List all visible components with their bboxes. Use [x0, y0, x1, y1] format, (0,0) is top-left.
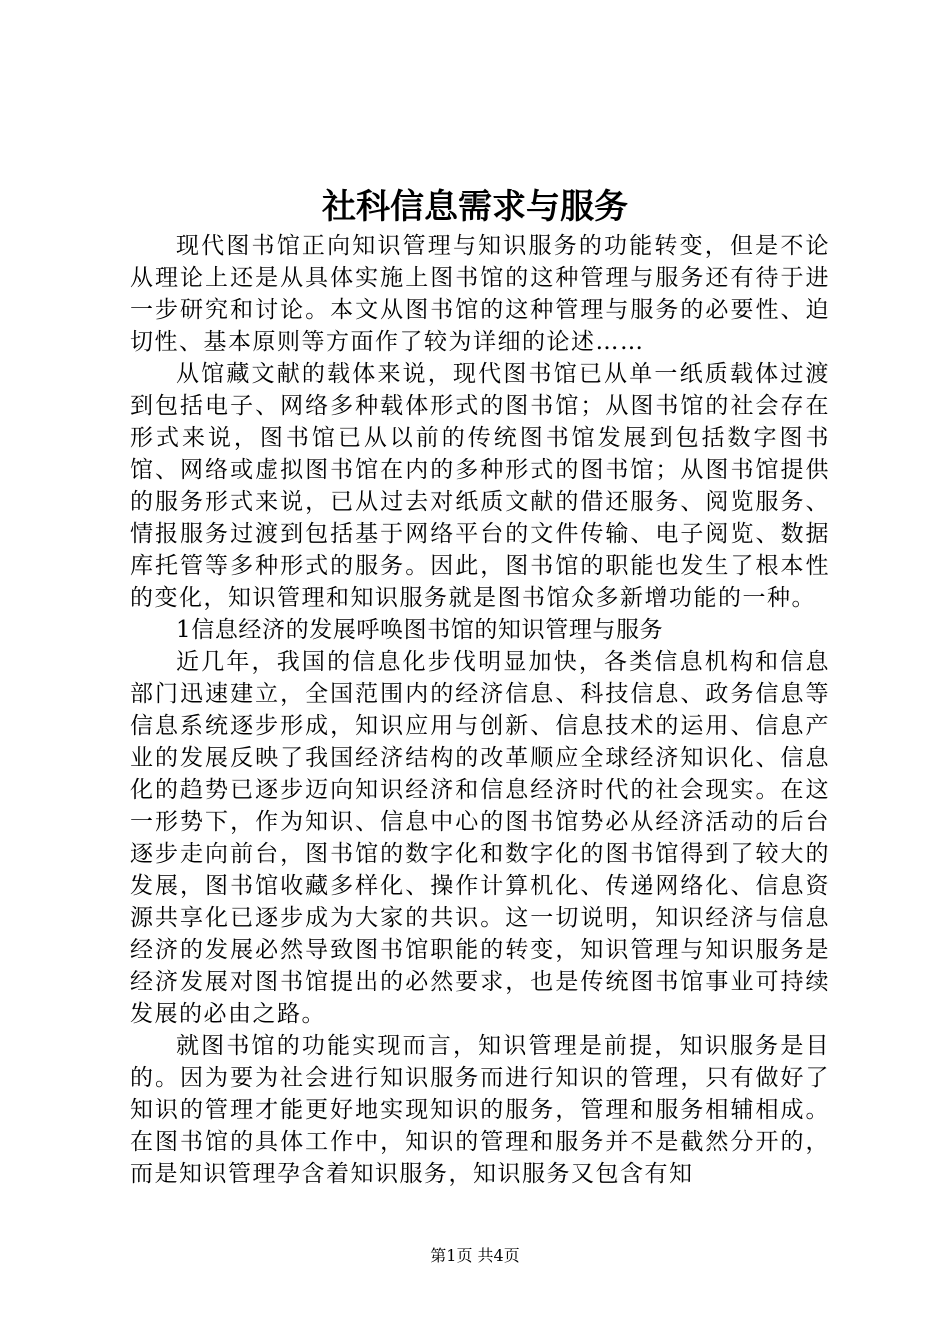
section-heading: 1信息经济的发展呼唤图书馆的知识管理与服务 [176, 617, 664, 643]
document-title: 社科信息需求与服务 [322, 187, 628, 227]
paragraph-section-2: 就图书馆的功能实现而言，知识管理是前提，知识服务是目的。因为要为社会进行知识服务而进行知识的管理，只有做好了知识的管理才能更好地实现知识的服务，管理和服务相辅相成。在图书馆的具体工作中，知识的管理和服务并不是截然分开的，而是知识管理孕含着知识服务，知识服务又包含有知 [130, 1033, 830, 1187]
paragraph-abstract: 现代图书馆正向知识管理与知识服务的功能转变，但是不论从理论上还是从具体实施上图书馆的这种管理与服务还有待于进一步研究和讨论。本文从图书馆的这种管理与服务的必要性、迫切性、基本原则等方面作了较为详细的论述…… [130, 233, 830, 355]
page-footer: 第1页 共4页 [430, 1246, 520, 1265]
paragraph-intro: 从馆藏文献的载体来说，现代图书馆已从单一纸质载体过渡到包括电子、网络多种载体形式的图书馆；从图书馆的社会存在形式来说，图书馆已从以前的传统图书馆发展到包括数字图书馆、网络或虚拟图书馆在内的多种形式的图书馆；从图书馆提供的服务形式来说，已从过去对纸质文献的借还服务、阅览服务、情报服务过渡到包括基于网络平台的文件传输、电子阅览、数据库托管等多种形式的服务。因此，图书馆的职能也发生了根本性的变化，知识管理和知识服务就是图书馆众多新增功能的一种。 [130, 361, 830, 611]
paragraph-section-1: 近几年，我国的信息化步伐明显加快，各类信息机构和信息部门迅速建立，全国范围内的经济信息、科技信息、政务信息等信息系统逐步形成，知识应用与创新、信息技术的运用、信息产业的发展反映了我国经济结构的改革顺应全球经济知识化、信息化的趋势已逐步迈向知识经济和信息经济时代的社会现实。在这一形势下，作为知识、信息中心的图书馆势必从经济活动的后台逐步走向前台，图书馆的数字化和数字化的图书馆得到了较大的发展，图书馆收藏多样化、操作计算机化、传递网络化、信息资源共享化已逐步成为大家的共识。这一切说明，知识经济与信息经济的发展必然导致图书馆职能的转变，知识管理与知识服务是经济发展对图书馆提出的必然要求，也是传统图书馆事业可持续发展的必由之路。 [130, 649, 830, 1027]
document-body [130, 230, 830, 1190]
